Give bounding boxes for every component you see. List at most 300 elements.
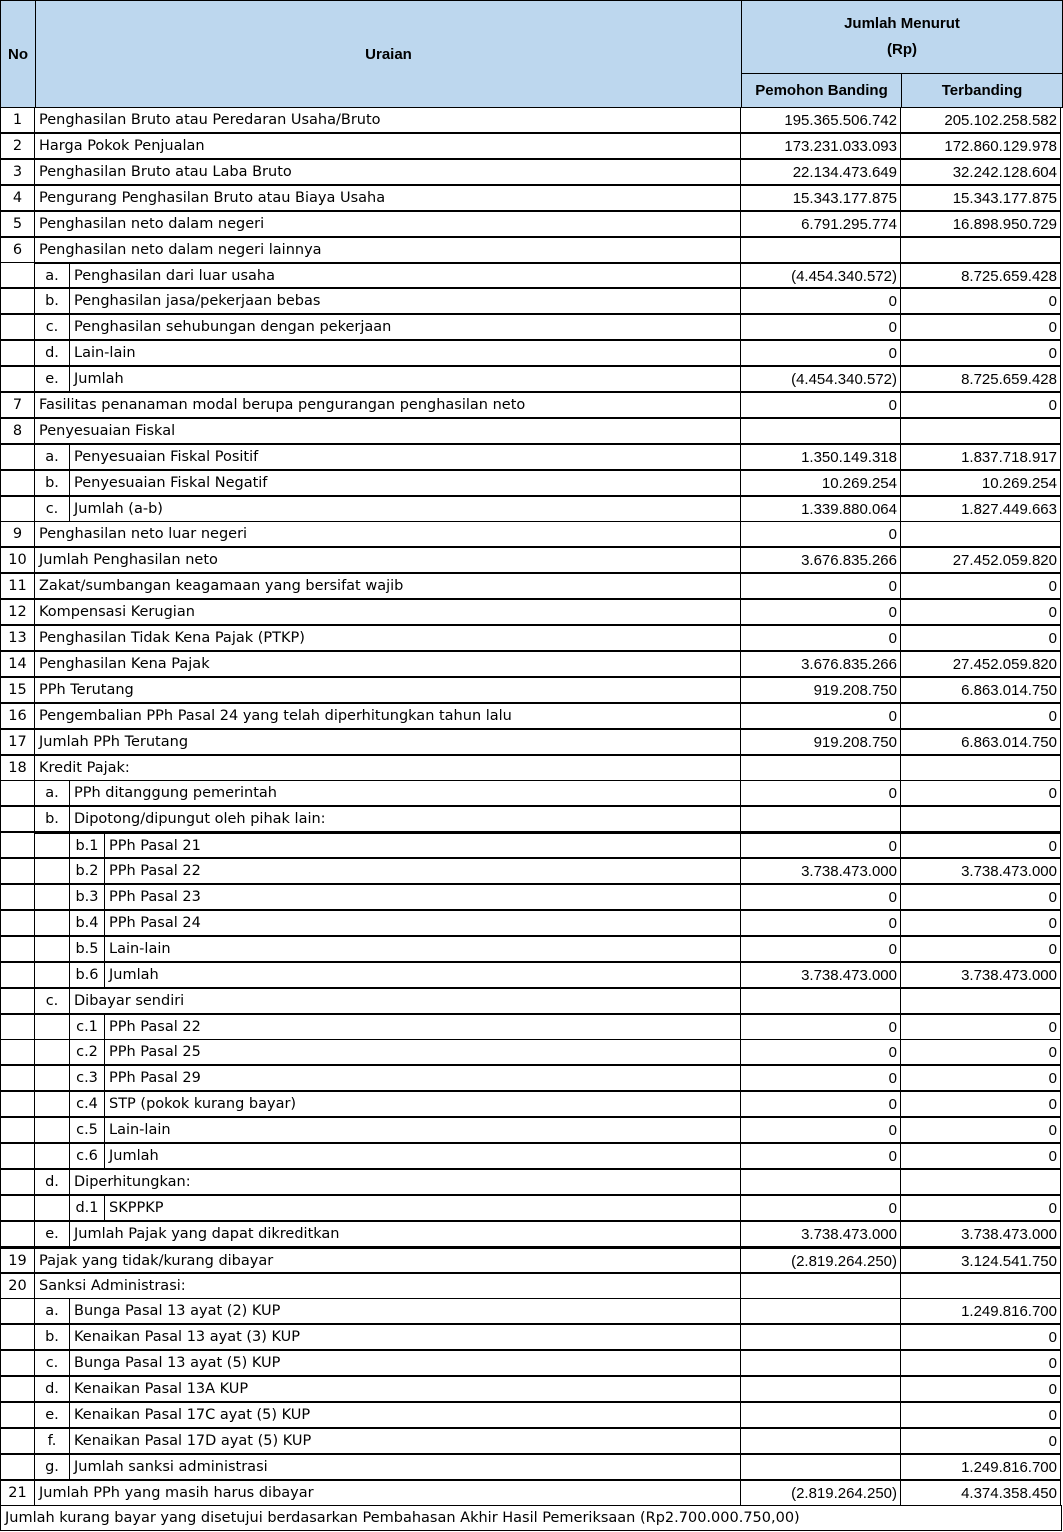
pemohon-banding-value	[740, 237, 901, 263]
table-row	[0, 1403, 1062, 1429]
table-row	[0, 937, 1062, 963]
terbanding-value: 172.860.129.978	[900, 133, 1061, 159]
terbanding-value: 0	[900, 288, 1061, 314]
row-sub-letter: c.	[34, 1350, 70, 1376]
row-sub-code: c.4	[69, 1091, 105, 1117]
header-jumlah-menurut	[741, 0, 1063, 74]
table-row	[0, 212, 1062, 238]
terbanding-value: 0	[900, 1117, 1061, 1143]
pemohon-banding-value: 0	[740, 1091, 901, 1117]
row-description: Fasilitas penanaman modal berupa pengurangan penghasilan neto	[34, 392, 741, 418]
table-row	[0, 704, 1062, 730]
row-description: Jumlah Pajak yang dapat dikreditkan	[69, 1221, 741, 1247]
row-description: Jumlah Penghasilan neto	[34, 547, 741, 573]
pemohon-banding-value: 3.676.835.266	[740, 651, 901, 677]
row-description: Dibayar sendiri	[69, 988, 741, 1014]
row-sub-letter	[34, 1195, 70, 1221]
row-description: Penghasilan jasa/pekerjaan bebas	[69, 288, 741, 314]
row-description: Penghasilan sehubungan dengan pekerjaan	[69, 314, 741, 340]
pemohon-banding-value	[740, 1324, 901, 1350]
row-sub-letter: e.	[34, 1221, 70, 1247]
pemohon-banding-value: 0	[740, 832, 901, 858]
pemohon-banding-value: 0	[740, 1014, 901, 1040]
row-sub-letter: d.	[34, 340, 70, 366]
row-number: 1	[0, 107, 35, 133]
row-sub-letter	[34, 1091, 70, 1117]
row-description: Penghasilan Bruto atau Peredaran Usaha/Bruto	[34, 107, 741, 133]
row-number: 3	[0, 159, 35, 185]
row-description: PPh Pasal 29	[104, 1065, 741, 1091]
row-description: Penghasilan dari luar usaha	[69, 262, 741, 288]
terbanding-value: 1.827.449.663	[900, 496, 1061, 522]
table-row	[0, 911, 1062, 937]
row-description: Jumlah	[104, 1143, 741, 1169]
terbanding-value: 0	[900, 703, 1061, 729]
terbanding-value	[900, 521, 1061, 547]
terbanding-value: 0	[900, 780, 1061, 806]
table-row	[0, 756, 1062, 782]
table-row	[0, 1092, 1062, 1118]
terbanding-value	[900, 806, 1061, 832]
terbanding-value	[900, 755, 1061, 781]
row-description: Pajak yang tidak/kurang dibayar	[34, 1247, 741, 1273]
terbanding-value: 27.452.059.820	[900, 651, 1061, 677]
terbanding-value	[900, 1273, 1061, 1299]
table-row	[0, 1040, 1062, 1066]
terbanding-value: 0	[900, 884, 1061, 910]
row-sub-letter: b.	[34, 470, 70, 496]
pemohon-banding-value: 195.365.506.742	[740, 107, 901, 133]
row-sub-letter: c.	[34, 496, 70, 522]
row-number	[0, 340, 35, 366]
table-row	[0, 263, 1062, 289]
pemohon-banding-value: 15.343.177.875	[740, 185, 901, 211]
pemohon-banding-value	[740, 1428, 901, 1454]
row-number	[0, 1402, 35, 1428]
pemohon-banding-value: (2.819.264.250)	[740, 1480, 901, 1506]
row-description: Kredit Pajak:	[34, 755, 741, 781]
row-description: Dipotong/dipungut oleh pihak lain:	[69, 806, 741, 832]
table-row	[0, 1299, 1062, 1325]
table-row	[0, 341, 1062, 367]
pemohon-banding-value: 0	[740, 521, 901, 547]
table-row	[0, 574, 1062, 600]
row-description: Bunga Pasal 13 ayat (5) KUP	[69, 1350, 741, 1376]
pemohon-banding-value	[740, 988, 901, 1014]
table-row	[0, 989, 1062, 1015]
terbanding-value: 16.898.950.729	[900, 211, 1061, 237]
row-number: 11	[0, 573, 35, 599]
table-row	[0, 1248, 1062, 1274]
terbanding-value: 0	[900, 1014, 1061, 1040]
row-description: Kenaikan Pasal 17C ayat (5) KUP	[69, 1402, 741, 1428]
table-row	[0, 522, 1062, 548]
row-number	[0, 1428, 35, 1454]
row-number	[0, 1324, 35, 1350]
row-number: 13	[0, 625, 35, 651]
terbanding-value: 32.242.128.604	[900, 159, 1061, 185]
row-number: 7	[0, 392, 35, 418]
table-row	[0, 1481, 1062, 1507]
pemohon-banding-value: 6.791.295.774	[740, 211, 901, 237]
row-description: PPh Pasal 22	[104, 858, 741, 884]
terbanding-value: 8.725.659.428	[900, 366, 1061, 392]
terbanding-value: 0	[900, 832, 1061, 858]
pemohon-banding-value: 919.208.750	[740, 677, 901, 703]
row-sub-code: b.4	[69, 910, 105, 936]
row-number: 16	[0, 703, 35, 729]
row-sub-letter	[34, 1117, 70, 1143]
terbanding-value: 0	[900, 314, 1061, 340]
row-sub-letter	[34, 1143, 70, 1169]
pemohon-banding-value: 0	[740, 340, 901, 366]
footer-note: Jumlah kurang bayar yang disetujui berdasarkan Pembahasan Akhir Hasil Pemeriksaan (Rp2.700.000.750,00)	[0, 1505, 1062, 1531]
row-number: 20	[0, 1273, 35, 1299]
terbanding-value: 0	[900, 392, 1061, 418]
terbanding-value: 0	[900, 1324, 1061, 1350]
row-number	[0, 1117, 35, 1143]
row-description: Pengembalian PPh Pasal 24 yang telah diperhitungkan tahun lalu	[34, 703, 741, 729]
terbanding-value: 0	[900, 1428, 1061, 1454]
table-row	[0, 445, 1062, 471]
row-description: Penghasilan Bruto atau Laba Bruto	[34, 159, 741, 185]
row-number: 14	[0, 651, 35, 677]
row-number: 12	[0, 599, 35, 625]
pemohon-banding-value: 0	[740, 884, 901, 910]
pemohon-banding-value	[740, 755, 901, 781]
row-number	[0, 962, 35, 988]
row-number	[0, 988, 35, 1014]
pemohon-banding-value: 0	[740, 625, 901, 651]
pemohon-banding-value: 0	[740, 936, 901, 962]
pemohon-banding-value: 0	[740, 780, 901, 806]
header-no-label: No	[8, 45, 28, 63]
row-number	[0, 1350, 35, 1376]
pemohon-banding-value: 1.350.149.318	[740, 444, 901, 470]
row-description: Penghasilan neto luar negeri	[34, 521, 741, 547]
row-number	[0, 288, 35, 314]
table-row	[0, 497, 1062, 523]
terbanding-value: 27.452.059.820	[900, 547, 1061, 573]
row-number	[0, 806, 35, 832]
row-number	[0, 832, 35, 858]
pemohon-banding-value: 0	[740, 910, 901, 936]
row-description: Jumlah (a-b)	[69, 496, 741, 522]
row-sub-code: b.3	[69, 884, 105, 910]
row-sub-letter: b.	[34, 1324, 70, 1350]
row-description: Penghasilan neto dalam negeri lainnya	[34, 237, 741, 263]
pemohon-banding-value: 3.738.473.000	[740, 858, 901, 884]
pemohon-banding-value: 1.339.880.064	[740, 496, 901, 522]
header-currency-label: (Rp)	[887, 41, 917, 58]
row-number	[0, 444, 35, 470]
pemohon-banding-value	[740, 1402, 901, 1428]
pemohon-banding-value: 0	[740, 1195, 901, 1221]
row-description: Jumlah PPh Terutang	[34, 729, 741, 755]
row-number: 6	[0, 237, 35, 263]
table-row	[0, 652, 1062, 678]
terbanding-value: 0	[900, 1350, 1061, 1376]
table-row	[0, 548, 1062, 574]
table-row	[0, 807, 1062, 833]
row-number: 15	[0, 677, 35, 703]
terbanding-value: 0	[900, 1376, 1061, 1402]
table-row	[0, 1222, 1062, 1248]
row-description: Penyesuaian Fiskal Negatif	[69, 470, 741, 496]
row-number	[0, 262, 35, 288]
table-row	[0, 134, 1062, 160]
header-uraian-label: Uraian	[365, 45, 412, 63]
row-number: 18	[0, 755, 35, 781]
table-row	[0, 1118, 1062, 1144]
row-description: PPh ditanggung pemerintah	[69, 780, 741, 806]
header-terbanding	[901, 73, 1063, 108]
table-row	[0, 963, 1062, 989]
terbanding-value: 0	[900, 340, 1061, 366]
row-sub-code: b.1	[69, 832, 105, 858]
pemohon-banding-value: 3.676.835.266	[740, 547, 901, 573]
pemohon-banding-value: 0	[740, 573, 901, 599]
pemohon-banding-value	[740, 806, 901, 832]
row-description: PPh Pasal 22	[104, 1014, 741, 1040]
pemohon-banding-value: 3.738.473.000	[740, 1221, 901, 1247]
row-sub-letter: d.	[34, 1376, 70, 1402]
row-sub-letter: b.	[34, 806, 70, 832]
table-row	[0, 1455, 1062, 1481]
row-description: Penghasilan neto dalam negeri	[34, 211, 741, 237]
pemohon-banding-value: (4.454.340.572)	[740, 262, 901, 288]
pemohon-banding-value: 0	[740, 314, 901, 340]
row-number	[0, 1454, 35, 1480]
terbanding-value: 1.249.816.700	[900, 1454, 1061, 1480]
row-number	[0, 1298, 35, 1324]
table-row	[0, 833, 1062, 859]
table-row	[0, 238, 1062, 264]
row-sub-letter: e.	[34, 1402, 70, 1428]
header-pemohon-banding	[741, 73, 902, 108]
terbanding-value: 1.837.718.917	[900, 444, 1061, 470]
row-sub-code: c.6	[69, 1143, 105, 1169]
row-description: Lain-lain	[104, 1117, 741, 1143]
pemohon-banding-value: 0	[740, 392, 901, 418]
pemohon-banding-value: 0	[740, 1143, 901, 1169]
header-no	[0, 0, 36, 108]
header-pemohon-label: Pemohon Banding	[755, 82, 888, 99]
row-description: Penghasilan Tidak Kena Pajak (PTKP)	[34, 625, 741, 651]
row-sub-letter: e.	[34, 366, 70, 392]
terbanding-value: 0	[900, 1091, 1061, 1117]
terbanding-value	[900, 988, 1061, 1014]
terbanding-value: 0	[900, 936, 1061, 962]
row-number: 5	[0, 211, 35, 237]
header-terbanding-label: Terbanding	[941, 82, 1023, 99]
row-description: PPh Terutang	[34, 677, 741, 703]
row-number	[0, 1169, 35, 1195]
table-row	[0, 289, 1062, 315]
pemohon-banding-value: 0	[740, 703, 901, 729]
row-number	[0, 858, 35, 884]
row-number: 2	[0, 133, 35, 159]
table-row	[0, 186, 1062, 212]
terbanding-value: 8.725.659.428	[900, 262, 1061, 288]
row-sub-letter: g.	[34, 1454, 70, 1480]
terbanding-value: 0	[900, 625, 1061, 651]
row-sub-code: b.5	[69, 936, 105, 962]
row-sub-code: c.1	[69, 1014, 105, 1040]
pemohon-banding-value: 919.208.750	[740, 729, 901, 755]
table-row	[0, 1429, 1062, 1455]
pemohon-banding-value	[740, 1376, 901, 1402]
row-number	[0, 910, 35, 936]
pemohon-banding-value: 0	[740, 1065, 901, 1091]
row-number	[0, 1195, 35, 1221]
row-number	[0, 1014, 35, 1040]
row-number: 19	[0, 1247, 35, 1273]
table-row	[0, 315, 1062, 341]
row-description: Jumlah PPh yang masih harus dibayar	[34, 1480, 741, 1506]
terbanding-value: 0	[900, 599, 1061, 625]
row-number	[0, 314, 35, 340]
row-description: Penyesuaian Fiskal Positif	[69, 444, 741, 470]
terbanding-value: 0	[900, 910, 1061, 936]
table-row	[0, 730, 1062, 756]
row-number	[0, 1143, 35, 1169]
row-number	[0, 470, 35, 496]
table-row	[0, 1274, 1062, 1300]
pemohon-banding-value: 0	[740, 1039, 901, 1065]
row-sub-letter: c.	[34, 314, 70, 340]
row-description: Pengurang Penghasilan Bruto atau Biaya Usaha	[34, 185, 741, 211]
row-description: Jumlah sanksi administrasi	[69, 1454, 741, 1480]
row-sub-letter	[34, 1065, 70, 1091]
table-row	[0, 1066, 1062, 1092]
row-number	[0, 1091, 35, 1117]
row-sub-letter	[34, 832, 70, 858]
row-sub-letter: a.	[34, 262, 70, 288]
terbanding-value: 0	[900, 1065, 1061, 1091]
row-description: PPh Pasal 23	[104, 884, 741, 910]
terbanding-value: 0	[900, 573, 1061, 599]
terbanding-value: 0	[900, 1402, 1061, 1428]
table-row	[0, 108, 1062, 134]
terbanding-value: 3.738.473.000	[900, 858, 1061, 884]
row-description: Jumlah	[104, 962, 741, 988]
table-row	[0, 859, 1062, 885]
row-sub-code: c.3	[69, 1065, 105, 1091]
row-description: Penghasilan Kena Pajak	[34, 651, 741, 677]
row-number	[0, 1221, 35, 1247]
table-row	[0, 1015, 1062, 1041]
row-description: Kenaikan Pasal 17D ayat (5) KUP	[69, 1428, 741, 1454]
pemohon-banding-value: 10.269.254	[740, 470, 901, 496]
table-row	[0, 600, 1062, 626]
row-sub-letter: b.	[34, 288, 70, 314]
row-sub-code: d.1	[69, 1195, 105, 1221]
row-description: Lain-lain	[104, 936, 741, 962]
terbanding-value: 10.269.254	[900, 470, 1061, 496]
row-sub-letter: a.	[34, 780, 70, 806]
row-number: 17	[0, 729, 35, 755]
terbanding-value: 205.102.258.582	[900, 107, 1061, 133]
table-row	[0, 160, 1062, 186]
pemohon-banding-value	[740, 1350, 901, 1376]
terbanding-value: 6.863.014.750	[900, 729, 1061, 755]
pemohon-banding-value	[740, 418, 901, 444]
row-number	[0, 496, 35, 522]
table-row	[0, 1325, 1062, 1351]
row-sub-letter	[34, 858, 70, 884]
terbanding-value: 0	[900, 1039, 1061, 1065]
terbanding-value	[900, 1169, 1061, 1195]
row-number	[0, 780, 35, 806]
row-description: Penyesuaian Fiskal	[34, 418, 741, 444]
row-description: Kompensasi Kerugian	[34, 599, 741, 625]
table-row	[0, 626, 1062, 652]
row-sub-letter	[34, 936, 70, 962]
row-description: Zakat/sumbangan keagamaan yang bersifat wajib	[34, 573, 741, 599]
row-description: Diperhitungkan:	[69, 1169, 741, 1195]
table-row	[0, 471, 1062, 497]
row-number: 8	[0, 418, 35, 444]
row-description: Lain-lain	[69, 340, 741, 366]
row-description: PPh Pasal 25	[104, 1039, 741, 1065]
pemohon-banding-value	[740, 1273, 901, 1299]
row-description: STP (pokok kurang bayar)	[104, 1091, 741, 1117]
terbanding-value: 3.124.541.750	[900, 1247, 1061, 1273]
table-row	[0, 678, 1062, 704]
row-number	[0, 936, 35, 962]
row-sub-letter: d.	[34, 1169, 70, 1195]
row-number	[0, 1039, 35, 1065]
row-sub-code: c.5	[69, 1117, 105, 1143]
table-row	[0, 1144, 1062, 1170]
terbanding-value: 0	[900, 1143, 1061, 1169]
row-description: Bunga Pasal 13 ayat (2) KUP	[69, 1298, 741, 1324]
pemohon-banding-value: 0	[740, 288, 901, 314]
row-number: 21	[0, 1480, 35, 1506]
pemohon-banding-value: (2.819.264.250)	[740, 1247, 901, 1273]
terbanding-value: 3.738.473.000	[900, 962, 1061, 988]
terbanding-value: 1.249.816.700	[900, 1298, 1061, 1324]
row-sub-letter	[34, 884, 70, 910]
header-jumlah-menurut-label: Jumlah Menurut	[844, 15, 960, 32]
pemohon-banding-value: 173.231.033.093	[740, 133, 901, 159]
row-description: PPh Pasal 24	[104, 910, 741, 936]
terbanding-value: 3.738.473.000	[900, 1221, 1061, 1247]
row-description: SKPPKP	[104, 1195, 741, 1221]
row-sub-letter	[34, 1039, 70, 1065]
row-number	[0, 1376, 35, 1402]
row-description: PPh Pasal 21	[104, 832, 741, 858]
row-sub-letter: a.	[34, 1298, 70, 1324]
row-sub-letter	[34, 910, 70, 936]
pemohon-banding-value: 3.738.473.000	[740, 962, 901, 988]
row-number	[0, 1065, 35, 1091]
terbanding-value: 4.374.358.450	[900, 1480, 1061, 1506]
row-number	[0, 884, 35, 910]
row-number: 10	[0, 547, 35, 573]
pemohon-banding-value	[740, 1454, 901, 1480]
pemohon-banding-value: (4.454.340.572)	[740, 366, 901, 392]
row-sub-letter	[34, 1014, 70, 1040]
pemohon-banding-value	[740, 1298, 901, 1324]
row-description: Kenaikan Pasal 13 ayat (3) KUP	[69, 1324, 741, 1350]
row-sub-letter: c.	[34, 988, 70, 1014]
table-row	[0, 1351, 1062, 1377]
row-number: 4	[0, 185, 35, 211]
terbanding-value	[900, 237, 1061, 263]
row-description: Harga Pokok Penjualan	[34, 133, 741, 159]
